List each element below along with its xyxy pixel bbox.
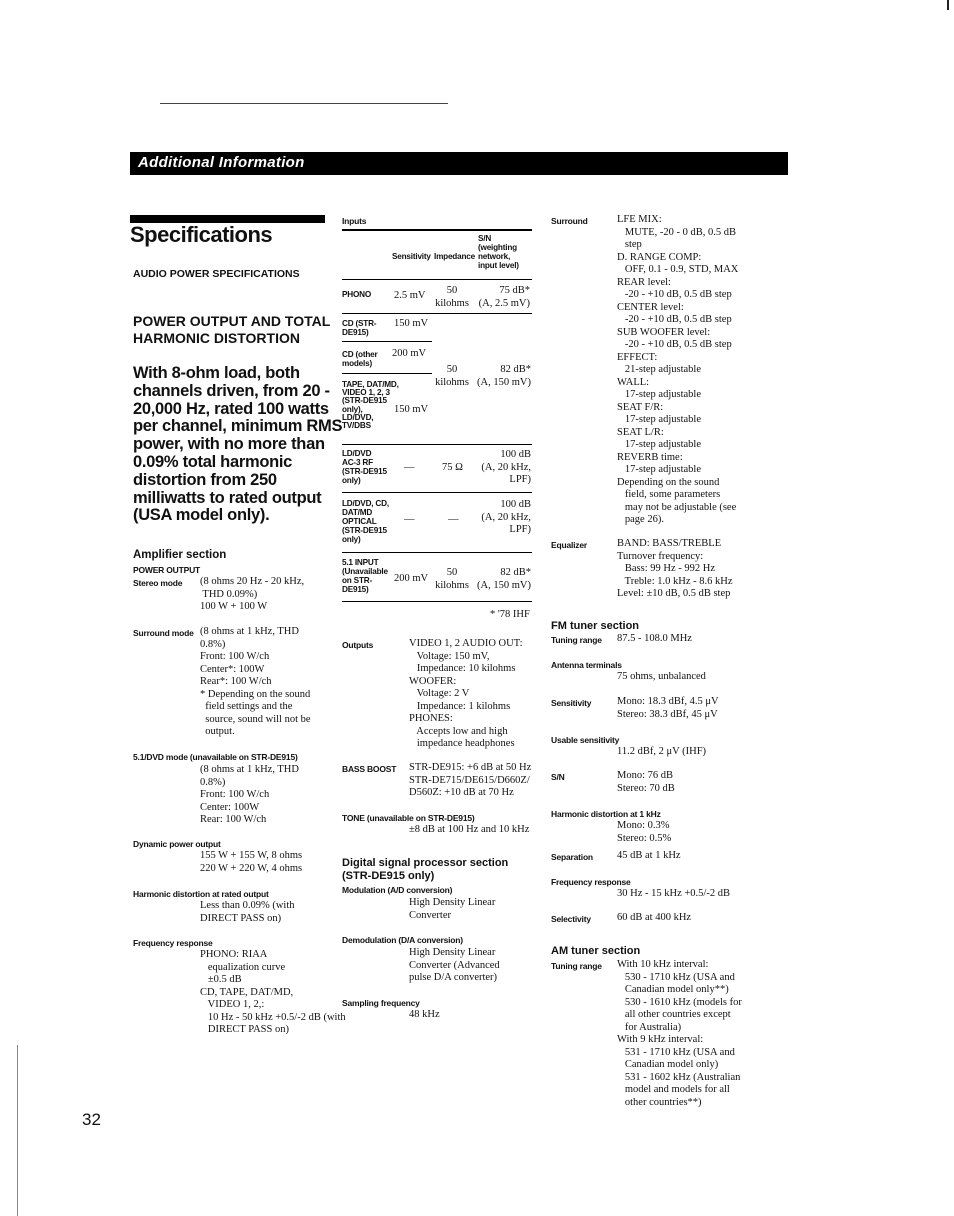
dynamic-power-value: 155 W + 155 W, 8 ohms 220 W + 220 W, 4 ohms [200, 850, 303, 874]
table-cell-impedance: 50 kilohms [435, 364, 469, 388]
row-rule [342, 373, 432, 374]
dynamic-power-label: Dynamic power output [133, 839, 221, 849]
fm-tuning-value: 87.5 - 108.0 MHz [617, 633, 692, 644]
tone-label: TONE (unavailable on STR-DE915) [342, 813, 475, 823]
sampling-value: 48 kHz [409, 1009, 440, 1020]
margin-line [17, 1045, 18, 1216]
bass-boost-value: STR-DE915: +6 dB at 50 Hz STR-DE715/DE615/D660Z/ D560Z: +10 dB at 70 Hz [409, 762, 532, 798]
demodulation-value: High Density Linear Converter (Advanced pulse D/A converter) [409, 947, 500, 983]
amplifier-heading: Amplifier section [133, 549, 227, 561]
am-tuning-label: Tuning range [551, 961, 602, 971]
antenna-value: 75 ohms, unbalanced [617, 671, 706, 682]
sensitivity-label: Sensitivity [551, 698, 592, 708]
row-rule [342, 444, 532, 445]
table-cell-impedance: 50 kilohms [435, 567, 469, 591]
surround-mode-label: Surround mode [133, 628, 194, 638]
table-row-name: CD (STR- DE915) [342, 319, 377, 337]
table-row-name: 5.1 INPUT (Unavailable on STR- DE915) [342, 558, 388, 594]
usable-sensitivity-value: 11.2 dBf, 2 μV (IHF) [617, 746, 707, 757]
table-cell-sensitivity: 200 mV [392, 348, 427, 359]
table-cell-sensitivity: — [404, 462, 415, 473]
table-cell-sensitivity: 200 mV [394, 573, 429, 584]
stereo-mode-value: (8 ohms 20 Hz - 20 kHz, THD 0.09%) 100 W + 100 W [200, 576, 305, 612]
dvd-mode-label: 5.1/DVD mode (unavailable on STR-DE915) [133, 752, 298, 762]
outputs-label: Outputs [342, 640, 374, 650]
col-sn: S/N (weighting network, input level) [478, 234, 519, 270]
tone-value: ±8 dB at 100 Hz and 10 kHz [409, 824, 530, 835]
separation-label: Separation [551, 852, 593, 862]
table-cell-sensitivity: 2.5 mV [394, 290, 426, 301]
row-rule [342, 313, 532, 314]
col-sensitivity: Sensitivity [392, 252, 431, 261]
table-cell-sn: 100 dB (A, 20 kHz, LPF) [481, 499, 531, 535]
frequency-response-value: PHONO: RIAA equalization curve ±0.5 dB CD, TAPE, DAT/MD, VIDEO 1, 2,: 10 Hz - 50 kHz +0.5/-2 dB (with DIRECT PASS on) [200, 949, 346, 1035]
table-row-name: PHONO [342, 290, 372, 299]
col-impedance: Impedance [434, 252, 475, 261]
inputs-label: Inputs [342, 216, 367, 226]
sn-value: Mono: 76 dB Stereo: 70 dB [617, 770, 675, 794]
am-tuning-value: With 10 kHz interval: 530 - 1710 kHz (USA and Canadian model only**) 530 - 1610 kHz (models for all other countries except for Australia) With 9 kHz interval: 531 - 1710 kHz (USA and Canadian model only) 531 - 1602 kHz (Australian model and models for all other countries**) [617, 959, 742, 1108]
table-cell-impedance: — [448, 514, 459, 525]
surround-label: Surround [551, 216, 588, 226]
demodulation-label: Demodulation (D/A conversion) [342, 935, 463, 945]
table-cell-sensitivity: — [404, 514, 415, 525]
sampling-label: Sampling frequency [342, 998, 420, 1008]
table-cell-sn: 82 dB* (A, 150 mV) [477, 567, 531, 591]
page-number: 32 [82, 1110, 101, 1129]
antenna-label: Antenna terminals [551, 660, 622, 670]
table-cell-sn: 75 dB* (A, 2.5 mV) [478, 285, 530, 309]
frequency-response-label: Frequency response [133, 938, 213, 948]
page-title: Specifications [130, 222, 273, 247]
harmonic-1k-value: Mono: 0.3% Stereo: 0.5% [617, 820, 672, 844]
dsp-heading: Digital signal processor section (STR-DE915 only) [342, 857, 509, 882]
separation-value: 45 dB at 1 kHz [617, 850, 681, 861]
table-header-rule [342, 279, 532, 280]
row-rule [342, 341, 432, 342]
power-output-heading: POWER OUTPUT AND TOTAL HARMONIC DISTORTION [133, 313, 331, 346]
section-title: Additional Information [138, 154, 305, 171]
equalizer-label: Equalizer [551, 540, 587, 550]
rating-statement: With 8-ohm load, both channels driven, from 20 - 20,000 Hz, rated 100 watts per channel, minimum RMS power, with no more than 0.09% total harmonic distortion from 250 milliwatts to rated output (USA model only). [133, 364, 343, 525]
section-banner [130, 152, 788, 175]
modulation-label: Modulation (A/D conversion) [342, 885, 453, 895]
harmonic-distortion-value: Less than 0.09% (with DIRECT PASS on) [200, 900, 295, 924]
table-cell-sn: 100 dB (A, 20 kHz, LPF) [481, 449, 531, 485]
table-row-name: LD/DVD AC-3 RF (STR-DE915 only) [342, 449, 387, 485]
table-row-name: TAPE, DAT/MD, VIDEO 1, 2, 3 (STR-DE915 only), LD/DVD, TV/DBS [342, 380, 399, 431]
edge-mark [947, 0, 949, 10]
fm-frequency-response-value: 30 Hz - 15 kHz +0.5/-2 dB [617, 888, 730, 899]
top-rule [160, 103, 448, 104]
equalizer-value: BAND: BASS/TREBLE Turnover frequency: Bass: 99 Hz - 992 Hz Treble: 1.0 kHz - 8.6 kHz Level: ±10 dB, 0.5 dB step [617, 538, 733, 599]
sn-label: S/N [551, 772, 565, 782]
table-cell-sensitivity: 150 mV [394, 318, 429, 329]
table-top-rule [342, 229, 532, 231]
table-cell-sn: 82 dB* (A, 150 mV) [477, 364, 531, 388]
table-row-name: CD (other models) [342, 350, 378, 368]
surround-mode-value: (8 ohms at 1 kHz, THD 0.8%) Front: 100 W/ch Center*: 100W Rear*: 100 W/ch * Depending on the sound field settings and the source, sound will not be output. [200, 626, 311, 737]
row-rule [342, 492, 532, 493]
harmonic-distortion-label: Harmonic distortion at rated output [133, 889, 269, 899]
outputs-value: VIDEO 1, 2 AUDIO OUT: Voltage: 150 mV, Impedance: 10 kilohms WOOFER: Voltage: 2 V Impedance: 1 kilohms PHONES: Accepts low and high impedance headphones [409, 638, 523, 749]
fm-heading: FM tuner section [551, 620, 640, 632]
table-cell-impedance: 50 kilohms [435, 285, 469, 309]
power-output-label: POWER OUTPUT [133, 565, 201, 575]
stereo-mode-label: Stereo mode [133, 578, 183, 588]
audio-power-heading: AUDIO POWER SPECIFICATIONS [133, 268, 300, 280]
table-footnote: * '78 IHF [490, 609, 530, 620]
table-cell-sensitivity: 150 mV [394, 404, 429, 415]
fm-frequency-response-label: Frequency response [551, 877, 631, 887]
dvd-mode-value: (8 ohms at 1 kHz, THD 0.8%) Front: 100 W/ch Center: 100W Rear: 100 W/ch [200, 764, 299, 825]
am-heading: AM tuner section [551, 945, 641, 957]
sensitivity-value: Mono: 18.3 dBf, 4.5 μV Stereo: 38.3 dBf, 45 μV [617, 696, 719, 720]
bass-boost-label: BASS BOOST [342, 764, 397, 774]
table-bottom-rule [342, 601, 532, 602]
table-row-name: LD/DVD, CD, DAT/MD OPTICAL (STR-DE915 only) [342, 499, 389, 544]
harmonic-1k-label: Harmonic distortion at 1 kHz [551, 809, 661, 819]
row-rule [342, 552, 532, 553]
table-cell-impedance: 75 Ω [442, 462, 463, 473]
fm-tuning-label: Tuning range [551, 635, 602, 645]
usable-sensitivity-label: Usable sensitivity [551, 735, 620, 745]
selectivity-value: 60 dB at 400 kHz [617, 912, 692, 923]
selectivity-label: Selectivity [551, 914, 591, 924]
modulation-value: High Density Linear Converter [409, 897, 496, 921]
surround-value: LFE MIX: MUTE, -20 - 0 dB, 0.5 dB step D. RANGE COMP: OFF, 0.1 - 0.9, STD, MAX REAR level: -20 - +10 dB, 0.5 dB step CENTER level: -20 - +10 dB, 0.5 dB step SUB WOOFER level: -20 - +10 dB, 0.5 dB step EFFECT: 21-step adjustable WALL: 17-step adjustable SEAT F/R: 17-step adjustable SEAT L/R: 17-step adjustable REVERB time: 17-step adjustable Depending on the sound field, some parameters may not be adjustable (see page 26). [617, 214, 739, 525]
